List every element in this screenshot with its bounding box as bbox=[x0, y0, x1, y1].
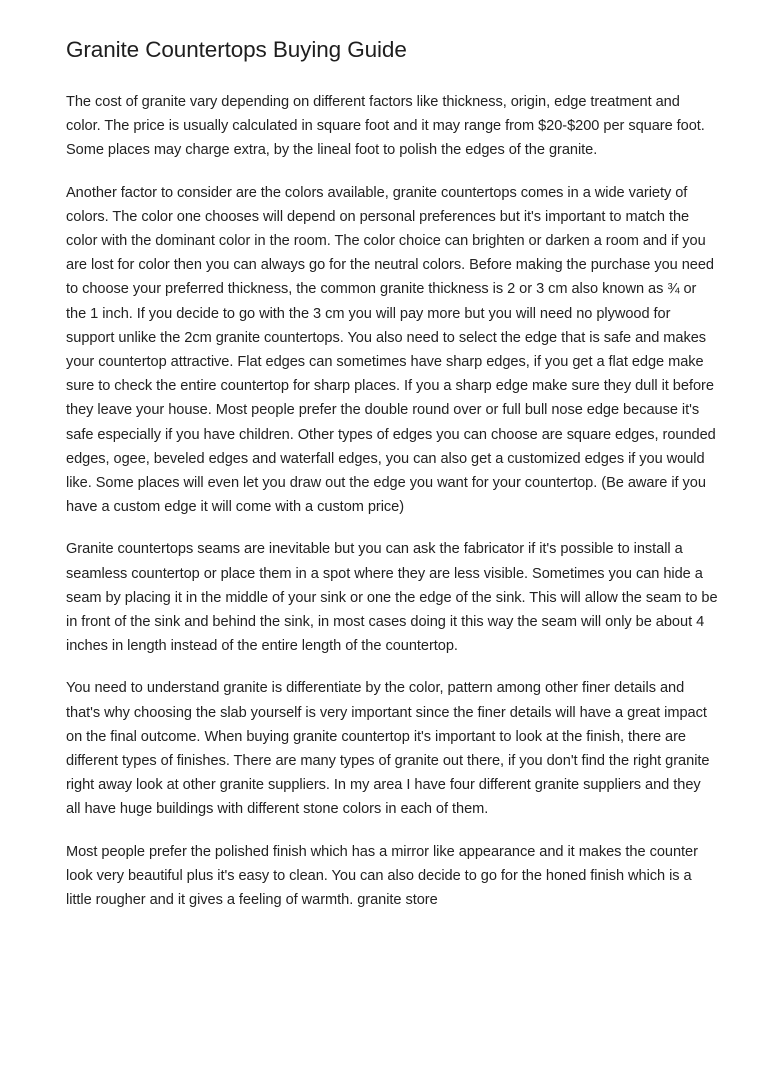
paragraph-slab-finish: You need to understand granite is differentiate by the color, pattern among other finer details and that's why choosing the slab yourself is very important since the finer details will have a great impact on the final outcome. When buying granite countertop it's important to look at the finish, there are different types of finishes. There are many types of granite out there, if you don't find the right granite right away look at other granite suppliers. In my area I have four different granite suppliers and they all have huge buildings with different stone colors in each of them. bbox=[66, 680, 710, 818]
paragraph-polished-honed: Most people prefer the polished finish which has a mirror like appearance and it makes the counter look very beautiful plus it's easy to clean. You can also decide to go for the honed finish which is a little rougher and it gives a feeling of warmth. granite store bbox=[66, 843, 698, 909]
page-title: Granite Countertops Buying Guide bbox=[66, 37, 407, 62]
paragraph-cost: The cost of granite vary depending on different factors like thickness, origin, edge treatment and color. The price is usually calculated in square foot and it may range from $20-$200 per square foot. Some places may charge extra, by the lineal foot to polish the edges of the granite. bbox=[66, 94, 705, 159]
paragraph-seams: Granite countertops seams are inevitable but you can ask the fabricator if it's possible to install a seamless countertop or place them in a spot where they are less visible. Sometimes you can hide a seam by placing it in the middle of your sink or one the edge of the sink. This will allow the seam to be in front of the sink and behind the sink, in most cases doing it this way the seam will only be about 4 inches in length instead of the entire length of the countertop. bbox=[66, 541, 718, 655]
paragraph-colors-thickness-edges: Another factor to consider are the colors available, granite countertops comes in a wide variety of colors. The color one chooses will depend on personal preferences but it's important to match the color with the dominant color in the room. The color choice can brighten or darken a room and if you are lost for color then you can always go for the neutral colors. Before making the purchase you need to choose your preferred thickness, the common granite thickness is 2 or 3 cm also known as ¾ or the 1 inch. If you decide to go with the 3 cm you will pay more but you will need no plywood for support unlike the 2cm granite countertops. You also need to select the edge that is safe and makes your countertop attractive. Flat edges can sometimes have sharp edges, if you get a flat edge make sure to check the entire countertop for sharp places. If you a sharp edge make sure they dull it before they leave your house. Most people prefer the double round over or full bull nose edge because it's safe especially if you have children. Other types of edges you can choose are square edges, rounded edges, ogee, beveled edges and waterfall edges, you can also get a customized edges if you would like. Some places will even let you draw out the edge you want for your countertop. (Be aware if you have a custom edge it will come with a custom price) bbox=[66, 184, 716, 516]
